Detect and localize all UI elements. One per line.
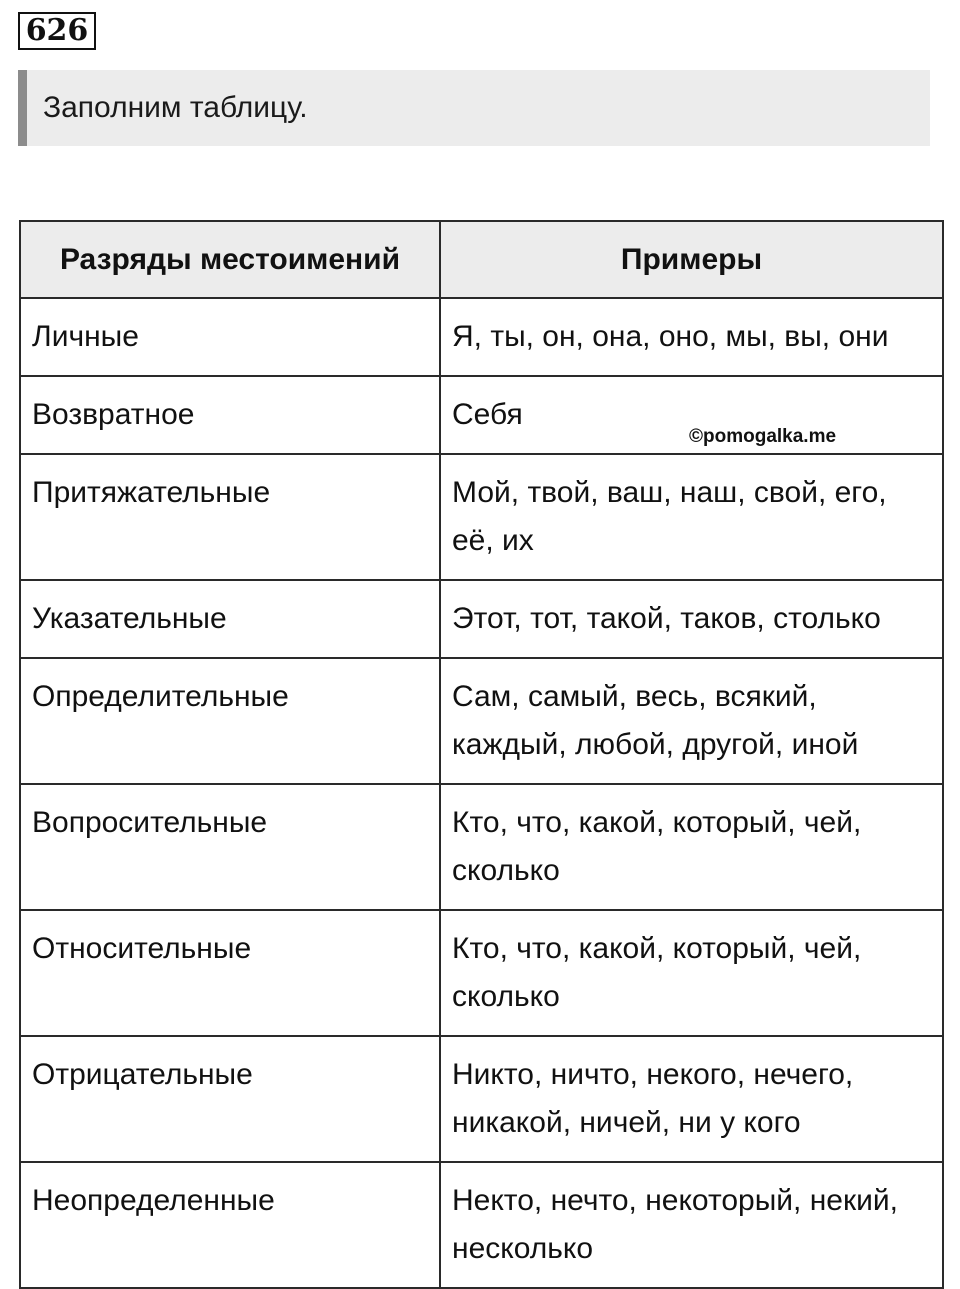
table-row [20, 580, 943, 658]
table-row [20, 658, 943, 784]
examples-cell: Кто, что, какой, который, чей, сколько [440, 784, 943, 910]
intro-text: Заполним таблицу. [43, 91, 308, 124]
pronoun-categories-table [19, 220, 944, 1289]
examples-cell: Сам, самый, весь, всякий, каждый, любой, другой, иной [440, 658, 943, 784]
watermark: ©pomogalka.me [689, 426, 837, 447]
table-row [20, 454, 943, 580]
category-cell: Отрицательные [20, 1036, 440, 1162]
table-row [20, 1162, 943, 1288]
category-cell: Неопределенные [20, 1162, 440, 1288]
category-cell: Возвратное [20, 376, 440, 454]
table-row [20, 298, 943, 376]
category-cell: Притяжательные [20, 454, 440, 580]
examples-cell: Некто, нечто, некоторый, некий, несколько [440, 1162, 943, 1288]
header-examples: Примеры [440, 221, 943, 298]
table-row [20, 910, 943, 1036]
examples-cell: Я, ты, он, она, оно, мы, вы, они [440, 298, 943, 376]
table-row [20, 784, 943, 910]
examples-cell: Никто, ничто, некого, нечего, никакой, ничей, ни у кого [440, 1036, 943, 1162]
category-cell: Относительные [20, 910, 440, 1036]
category-cell: Вопросительные [20, 784, 440, 910]
table-header-row [20, 221, 943, 298]
examples-cell: Этот, тот, такой, таков, столько [440, 580, 943, 658]
task-number: 626 [18, 12, 96, 50]
header-categories: Разряды местоимений [20, 221, 440, 298]
category-cell: Указательные [20, 580, 440, 658]
examples-cell: Кто, что, какой, который, чей, сколько [440, 910, 943, 1036]
category-cell: Определительные [20, 658, 440, 784]
intro-box [18, 70, 930, 146]
examples-cell: Мой, твой, ваш, наш, свой, его, её, их [440, 454, 943, 580]
category-cell: Личные [20, 298, 440, 376]
table-row [20, 1036, 943, 1162]
examples-cell: Себя [440, 376, 943, 454]
